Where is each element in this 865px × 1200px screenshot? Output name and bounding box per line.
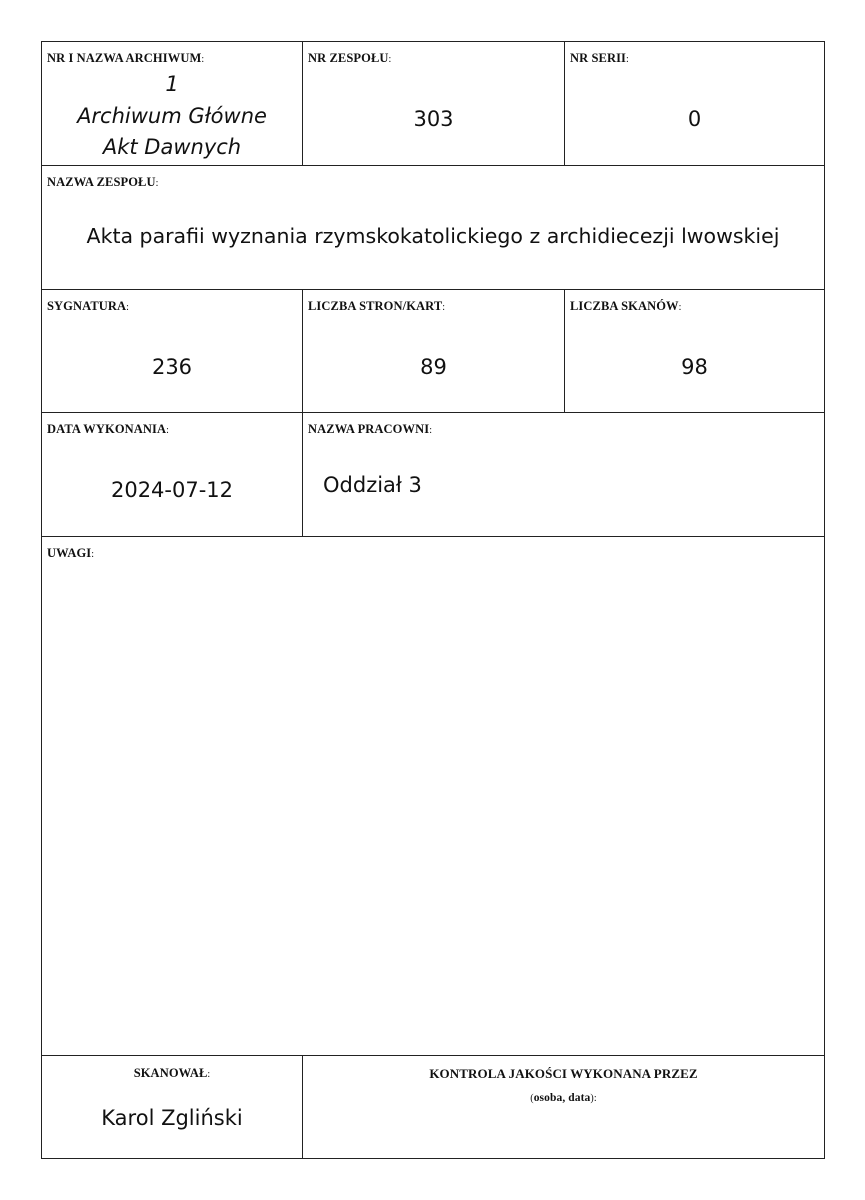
quality-control-sublabel: (osoba, data): <box>530 1092 597 1104</box>
fonds-number-cell <box>303 42 565 166</box>
date-cell <box>42 413 303 537</box>
signature-value: 236 <box>151 355 193 379</box>
series-number-label: NR SERII: <box>570 51 629 65</box>
fonds-name-value: Akta parafii wyznania rzymskokatolickiego z archidiecezji lwowskiej <box>86 224 780 248</box>
fonds-name-label: NAZWA ZESPOŁU: <box>47 175 159 189</box>
scanned-by-value: Karol Zgliński <box>101 1106 243 1130</box>
archive-name-line2: Akt Dawnych <box>102 135 242 159</box>
quality-control-cell <box>303 1056 824 1158</box>
scans-label: LICZBA SKANÓW: <box>570 299 682 313</box>
series-number-cell <box>565 42 824 166</box>
quality-control-label: KONTROLA JAKOŚCI WYKONANA PRZEZ <box>429 1066 698 1081</box>
fonds-name-cell <box>42 166 824 290</box>
fonds-number-value: 303 <box>413 107 454 131</box>
date-value: 2024-07-12 <box>110 478 234 502</box>
date-label: DATA WYKONANIA: <box>47 422 170 436</box>
scanned-by-cell <box>42 1056 303 1158</box>
metadata-form <box>41 41 825 1159</box>
pages-label: LICZBA STRON/KART: <box>308 299 446 313</box>
remarks-cell <box>42 537 824 1056</box>
workshop-label: NAZWA PRACOWNI: <box>308 422 433 436</box>
pages-value: 89 <box>420 355 447 379</box>
scanned-by-label: SKANOWAŁ: <box>133 1066 211 1080</box>
scans-cell <box>565 290 824 413</box>
signature-label: SYGNATURA: <box>47 299 130 313</box>
series-number-value: 0 <box>687 107 702 131</box>
remarks-label: UWAGI: <box>47 546 95 560</box>
fonds-number-label: NR ZESPOŁU: <box>308 51 392 65</box>
scans-value: 98 <box>681 355 708 379</box>
pages-cell <box>303 290 565 413</box>
archive-number: 1 <box>165 72 179 96</box>
signature-cell <box>42 290 303 413</box>
workshop-cell <box>303 413 824 537</box>
archive-cell <box>42 42 303 166</box>
archive-name-line1: Archiwum Główne <box>77 104 267 128</box>
workshop-value: Oddział 3 <box>323 473 422 497</box>
archive-label: NR I NAZWA ARCHIWUM: <box>47 51 205 65</box>
